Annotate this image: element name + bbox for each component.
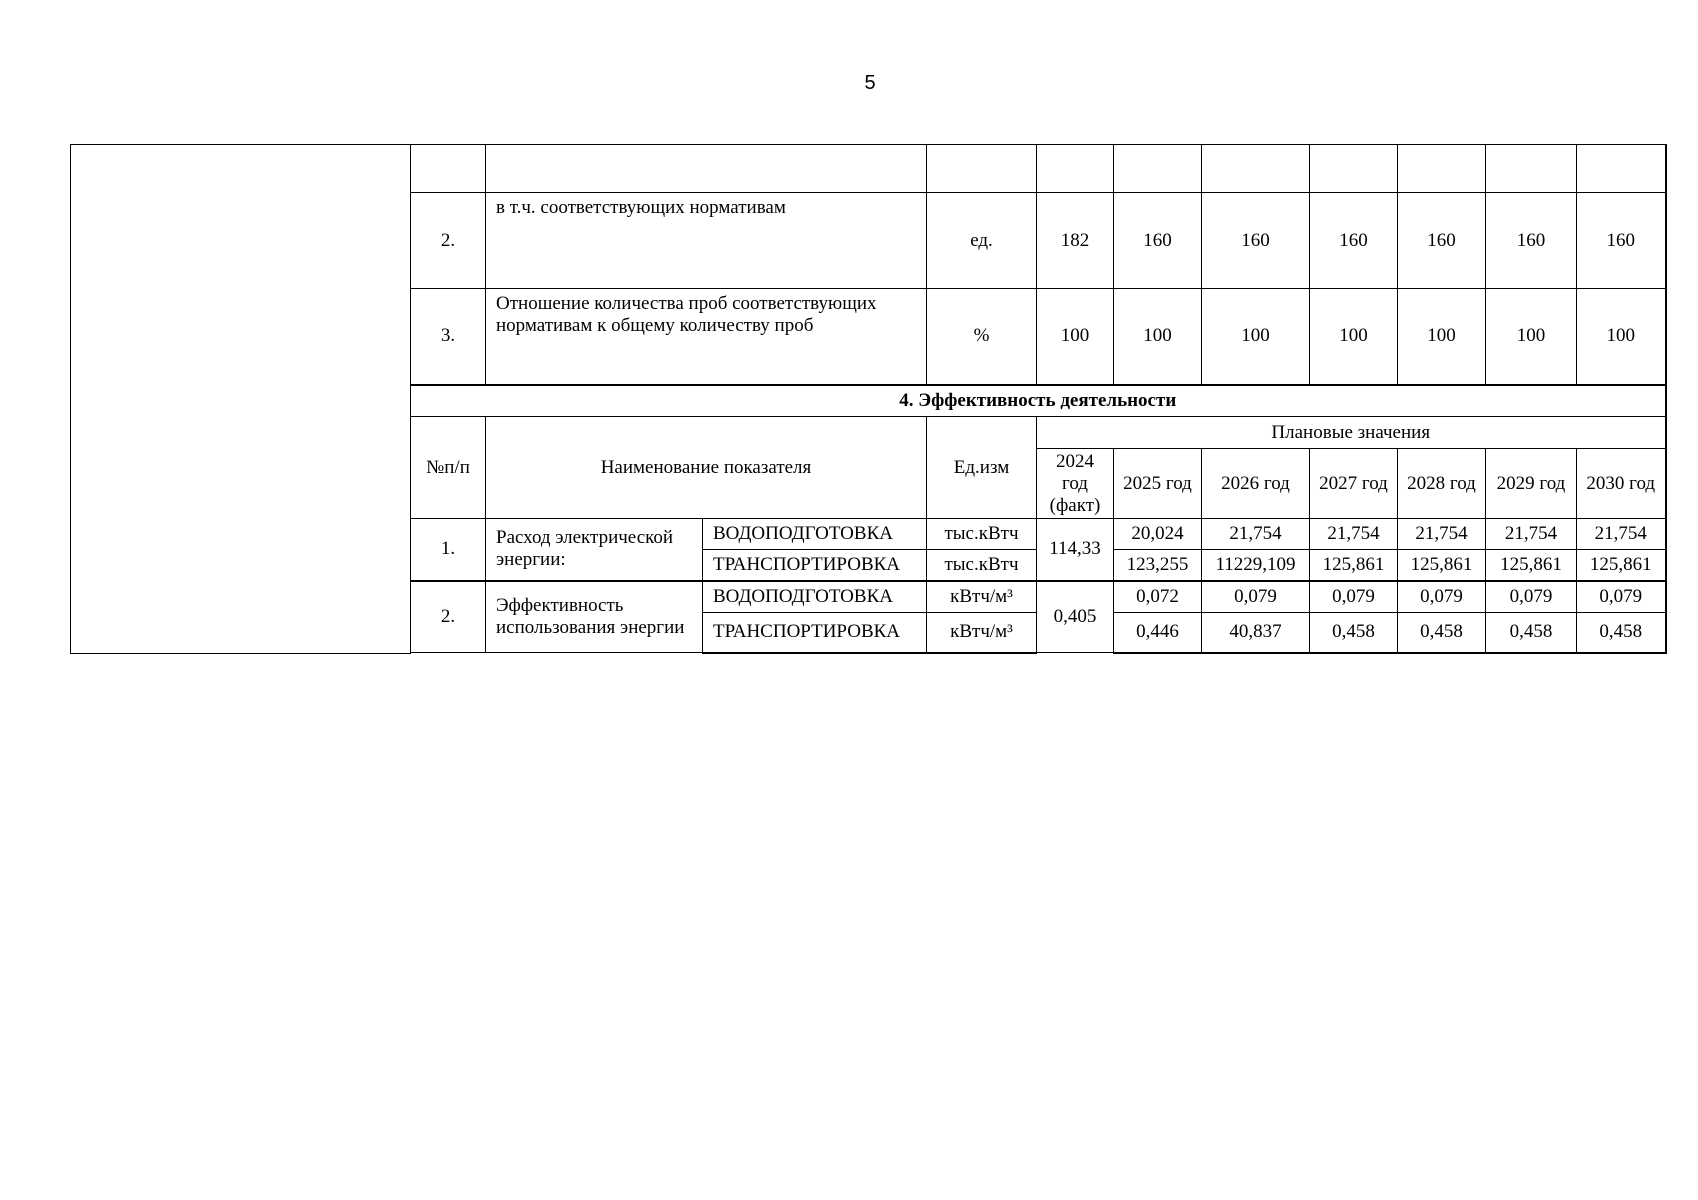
value-cell: 182 — [1037, 193, 1114, 289]
value-cell: 100 — [1398, 289, 1486, 385]
sub-label: ВОДОПОДГОТОВКА — [703, 519, 927, 550]
table-row — [411, 193, 1666, 289]
value-cell: 21,754 — [1398, 519, 1486, 550]
value-cell: 160 — [1114, 193, 1202, 289]
unit: тыс.кВтч — [927, 519, 1037, 550]
section-title: 4. Эффективность деятельности — [411, 385, 1666, 417]
fact-value: 114,33 — [1037, 519, 1114, 581]
header-name: Наименование показателя — [486, 417, 927, 519]
header-year: 2029 год — [1486, 449, 1577, 519]
indicator-name: Расход электрической энергии: — [486, 519, 703, 581]
header-unit: Ед.изм — [927, 417, 1037, 519]
unit: кВтч/м³ — [927, 581, 1037, 613]
indicator-name: Эффективность использования энергии — [486, 581, 703, 653]
value-cell: 0,458 — [1398, 613, 1486, 653]
page-number: 5 — [864, 72, 876, 94]
value-cell: 21,754 — [1486, 519, 1577, 550]
unit: ед. — [927, 193, 1037, 289]
value-cell: 123,255 — [1114, 550, 1202, 581]
unit: % — [927, 289, 1037, 385]
row-number: 1. — [411, 519, 486, 581]
header-planned: Плановые значения — [1037, 417, 1666, 449]
table-row-empty — [411, 145, 1666, 193]
value-cell: 100 — [1577, 289, 1666, 385]
table-row — [411, 581, 1666, 613]
unit: тыс.кВтч — [927, 550, 1037, 581]
value-cell: 0,446 — [1114, 613, 1202, 653]
left-empty-column — [70, 144, 411, 654]
row-number: 2. — [411, 581, 486, 653]
value-cell: 11229,109 — [1202, 550, 1310, 581]
value-cell: 0,458 — [1486, 613, 1577, 653]
value-cell: 40,837 — [1202, 613, 1310, 653]
value-cell: 125,861 — [1577, 550, 1666, 581]
header-year: 2028 год — [1398, 449, 1486, 519]
value-cell: 160 — [1486, 193, 1577, 289]
value-cell: 160 — [1577, 193, 1666, 289]
header-year: 2024 год (факт) — [1037, 449, 1114, 519]
value-cell: 160 — [1310, 193, 1398, 289]
indicator-name: Отношение количества проб соответствующих нормативам к общему количеству проб — [486, 289, 927, 385]
unit: кВтч/м³ — [927, 613, 1037, 653]
value-cell: 100 — [1310, 289, 1398, 385]
value-cell: 160 — [1202, 193, 1310, 289]
indicators-table — [410, 144, 1667, 654]
sub-label: ТРАНСПОРТИРОВКА — [703, 613, 927, 653]
section-title-row — [411, 385, 1666, 417]
value-cell: 0,072 — [1114, 581, 1202, 613]
row-number: 2. — [411, 193, 486, 289]
table-header-row — [411, 417, 1666, 449]
value-cell: 0,458 — [1310, 613, 1398, 653]
value-cell: 0,079 — [1310, 581, 1398, 613]
row-number: 3. — [411, 289, 486, 385]
value-cell: 21,754 — [1310, 519, 1398, 550]
sub-label: ТРАНСПОРТИРОВКА — [703, 550, 927, 581]
value-cell: 0,079 — [1486, 581, 1577, 613]
value-cell: 100 — [1114, 289, 1202, 385]
value-cell: 21,754 — [1577, 519, 1666, 550]
value-cell: 100 — [1202, 289, 1310, 385]
value-cell: 0,079 — [1577, 581, 1666, 613]
value-cell: 100 — [1486, 289, 1577, 385]
value-cell: 100 — [1037, 289, 1114, 385]
table-row — [411, 289, 1666, 385]
header-year: 2025 год — [1114, 449, 1202, 519]
header-num: №п/п — [411, 417, 486, 519]
header-year: 2027 год — [1310, 449, 1398, 519]
sub-label: ВОДОПОДГОТОВКА — [703, 581, 927, 613]
indicator-name: в т.ч. соответствующих нормативам — [486, 193, 927, 289]
value-cell: 125,861 — [1310, 550, 1398, 581]
fact-value: 0,405 — [1037, 581, 1114, 653]
value-cell: 20,024 — [1114, 519, 1202, 550]
header-year: 2026 год — [1202, 449, 1310, 519]
value-cell: 0,458 — [1577, 613, 1666, 653]
value-cell: 160 — [1398, 193, 1486, 289]
value-cell: 125,861 — [1486, 550, 1577, 581]
value-cell: 21,754 — [1202, 519, 1310, 550]
value-cell: 0,079 — [1398, 581, 1486, 613]
table-row — [411, 519, 1666, 550]
value-cell: 0,079 — [1202, 581, 1310, 613]
header-year: 2030 год — [1577, 449, 1666, 519]
value-cell: 125,861 — [1398, 550, 1486, 581]
